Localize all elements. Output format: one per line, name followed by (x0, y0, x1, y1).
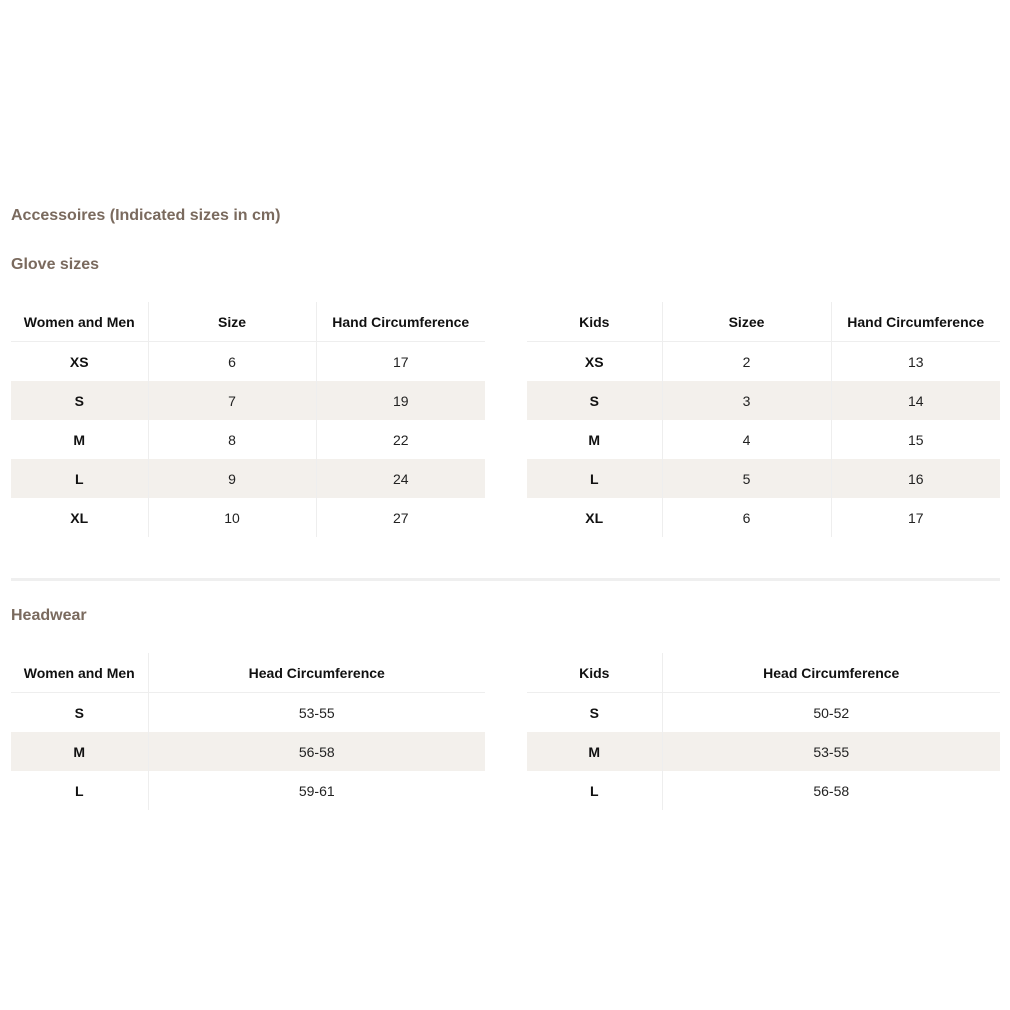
hand-circumference-value: 27 (316, 498, 485, 537)
table-row (527, 459, 1000, 498)
column-header: Kids (579, 664, 610, 681)
section-divider (11, 578, 1000, 581)
hand-circumference-value: 17 (831, 498, 1000, 537)
size-label: S (589, 704, 599, 721)
size-value: 3 (662, 381, 831, 420)
table-row (527, 732, 1000, 771)
headwear-heading: Headwear (11, 607, 87, 624)
head-circumference-value: 59-61 (148, 771, 485, 810)
hand-circumference-value: 14 (831, 381, 1000, 420)
hand-circumference-value: 22 (316, 420, 485, 459)
size-value: 2 (662, 342, 831, 382)
table-row (527, 420, 1000, 459)
table-row (11, 693, 485, 733)
size-label: XS (69, 353, 89, 370)
size-label: M (527, 732, 662, 771)
column-header: Head Circumference (662, 653, 1000, 693)
hand-circumference-value: 24 (316, 459, 485, 498)
page-title: Accessoires (Indicated sizes in cm) (11, 207, 281, 224)
table-row (11, 459, 485, 498)
hand-circumference-value: 16 (831, 459, 1000, 498)
size-label: XS (584, 353, 604, 370)
table-row (11, 420, 485, 459)
table-row (11, 771, 485, 810)
head-circumference-value: 50-52 (662, 693, 1000, 733)
table-row (527, 381, 1000, 420)
glove-sizes-heading: Glove sizes (11, 256, 100, 273)
column-header: Hand Circumference (316, 302, 485, 342)
size-value: 5 (662, 459, 831, 498)
table-row (11, 381, 485, 420)
table-row (527, 693, 1000, 733)
table-row (527, 342, 1000, 382)
size-value: 10 (148, 498, 316, 537)
table-row (11, 732, 485, 771)
table-header-row (11, 302, 485, 342)
column-header: Sizee (662, 302, 831, 342)
size-label: S (527, 381, 662, 420)
glove-adult-table (11, 302, 485, 537)
table-row (11, 342, 485, 382)
hand-circumference-value: 17 (316, 342, 485, 382)
size-label: L (11, 459, 148, 498)
size-label: L (589, 782, 599, 799)
column-header: Women and Men (23, 313, 135, 330)
size-value: 7 (148, 381, 316, 420)
hand-circumference-value: 15 (831, 420, 1000, 459)
size-label: XL (70, 509, 89, 526)
column-header: Women and Men (23, 664, 135, 681)
head-circumference-value: 53-55 (148, 693, 485, 733)
headwear-adult-table (11, 653, 485, 810)
size-label: S (11, 381, 148, 420)
size-value: 9 (148, 459, 316, 498)
size-value: 8 (148, 420, 316, 459)
glove-kids-table (527, 302, 1000, 537)
column-header: Size (148, 302, 316, 342)
size-label: L (74, 782, 84, 799)
size-label: M (588, 431, 601, 448)
size-value: 4 (662, 420, 831, 459)
size-value: 6 (662, 498, 831, 537)
size-value: 6 (148, 342, 316, 382)
column-header: Hand Circumference (831, 302, 1000, 342)
size-label: M (73, 431, 86, 448)
column-header: Head Circumference (148, 653, 485, 693)
head-circumference-value: 56-58 (662, 771, 1000, 810)
head-circumference-value: 56-58 (148, 732, 485, 771)
size-label: XL (585, 509, 604, 526)
size-label: L (527, 459, 662, 498)
column-header: Kids (579, 313, 610, 330)
table-row (11, 498, 485, 537)
table-row (527, 498, 1000, 537)
head-circumference-value: 53-55 (662, 732, 1000, 771)
table-header-row (527, 653, 1000, 693)
size-label: S (74, 704, 84, 721)
hand-circumference-value: 19 (316, 381, 485, 420)
table-header-row (527, 302, 1000, 342)
headwear-kids-table (527, 653, 1000, 810)
table-row (527, 771, 1000, 810)
table-header-row (11, 653, 485, 693)
size-label: M (11, 732, 148, 771)
hand-circumference-value: 13 (831, 342, 1000, 382)
